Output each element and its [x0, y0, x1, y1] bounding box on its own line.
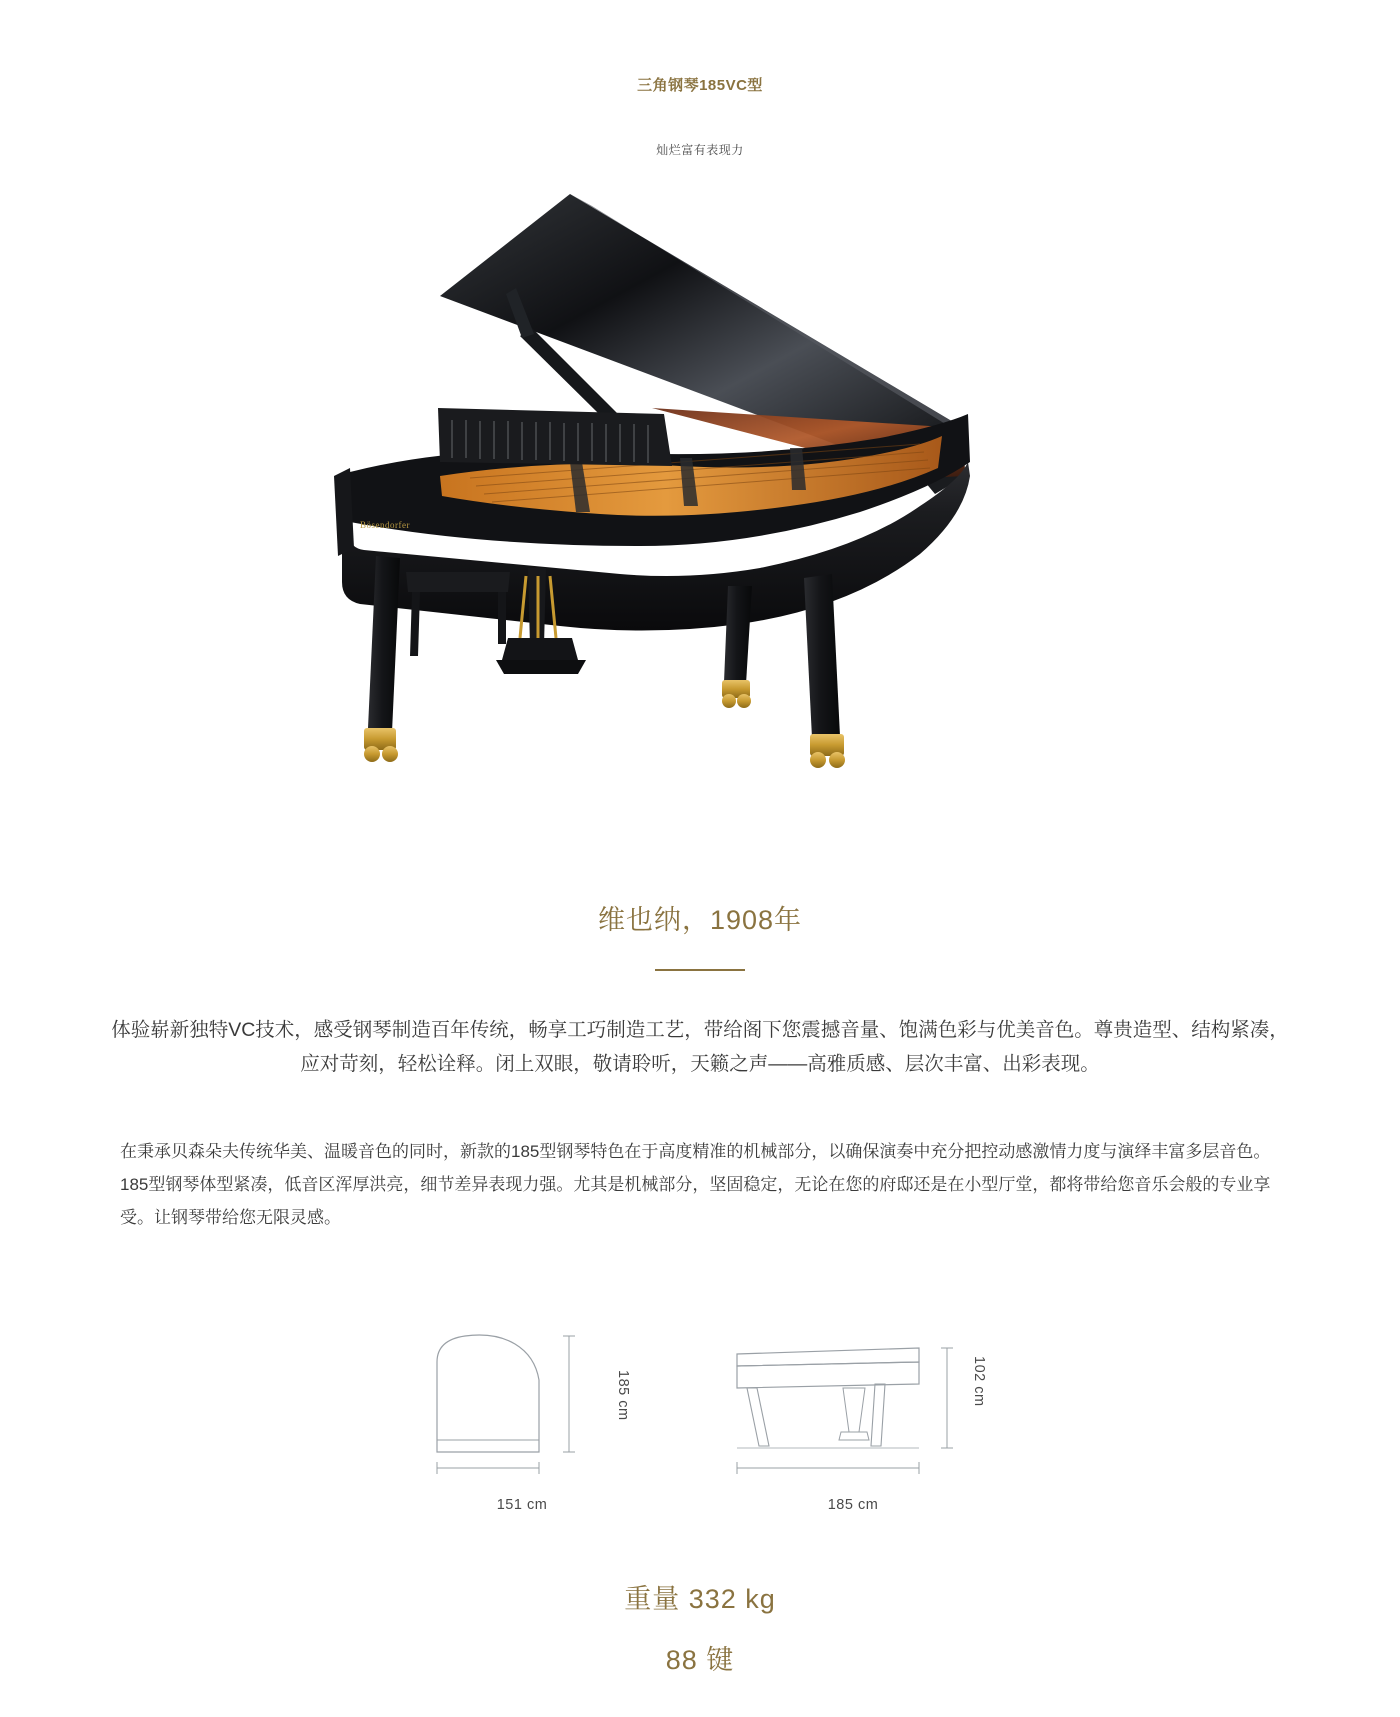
front-height-label: 185 cm — [615, 1370, 631, 1421]
lead-paragraph: 体验崭新独特VC技术，感受钢琴制造百年传统，畅享工巧制造工艺，带给阁下您震撼音量、饱满色彩与优美音色。尊贵造型、结构紧凑，应对苛刻，轻松诠释。闭上双眼，敬请聆听，天籁之声——高雅质感、层次丰富、出彩表现。 — [111, 1019, 1289, 1075]
divider-rule — [655, 969, 745, 971]
spec-list — [0, 1577, 1400, 1717]
dimension-side-view — [723, 1322, 987, 1513]
body-paragraph: 在秉承贝森朵夫传统华美、温暖音色的同时，新款的185型钢琴特色在于高度精准的机械部分，以确保演奏中充分把控动感激情力度与演绎丰富多层音色。185型钢琴体型紧凑，低音区浑厚洪亮，细节差异表现力强。尤其是机械部分，坚固稳定，无论在您的府邸还是在小型厅堂，都将带给您音乐会般的专业享受。让钢琴带给您无限灵感。 — [120, 1142, 1271, 1227]
page-title: 三角钢琴185VC型 — [637, 77, 763, 94]
piano-side-outline-icon — [723, 1322, 983, 1482]
spec-weight — [0, 1577, 1400, 1616]
page-subtitle: 灿烂富有表现力 — [656, 143, 744, 157]
spec-keys: 88 键 — [665, 1645, 735, 1675]
front-width-label: 151 cm — [496, 1497, 548, 1513]
piano-top-outline-icon — [417, 1322, 627, 1482]
grand-piano-illustration — [320, 176, 1080, 876]
origin-heading: 维也纳，1908年 — [597, 905, 803, 935]
dimension-front-view — [417, 1322, 631, 1513]
dimension-diagrams — [0, 1322, 1400, 1513]
spec-weight-value: 332 kg — [688, 1584, 776, 1614]
hero-image — [0, 176, 1400, 876]
spec-weight-label: 重量 — [624, 1584, 681, 1614]
page-header — [0, 0, 1400, 158]
svg-text:Bösendorfer: Bösendorfer — [360, 520, 410, 530]
side-width-label: 185 cm — [827, 1497, 879, 1513]
side-height-label: 102 cm — [971, 1356, 987, 1407]
